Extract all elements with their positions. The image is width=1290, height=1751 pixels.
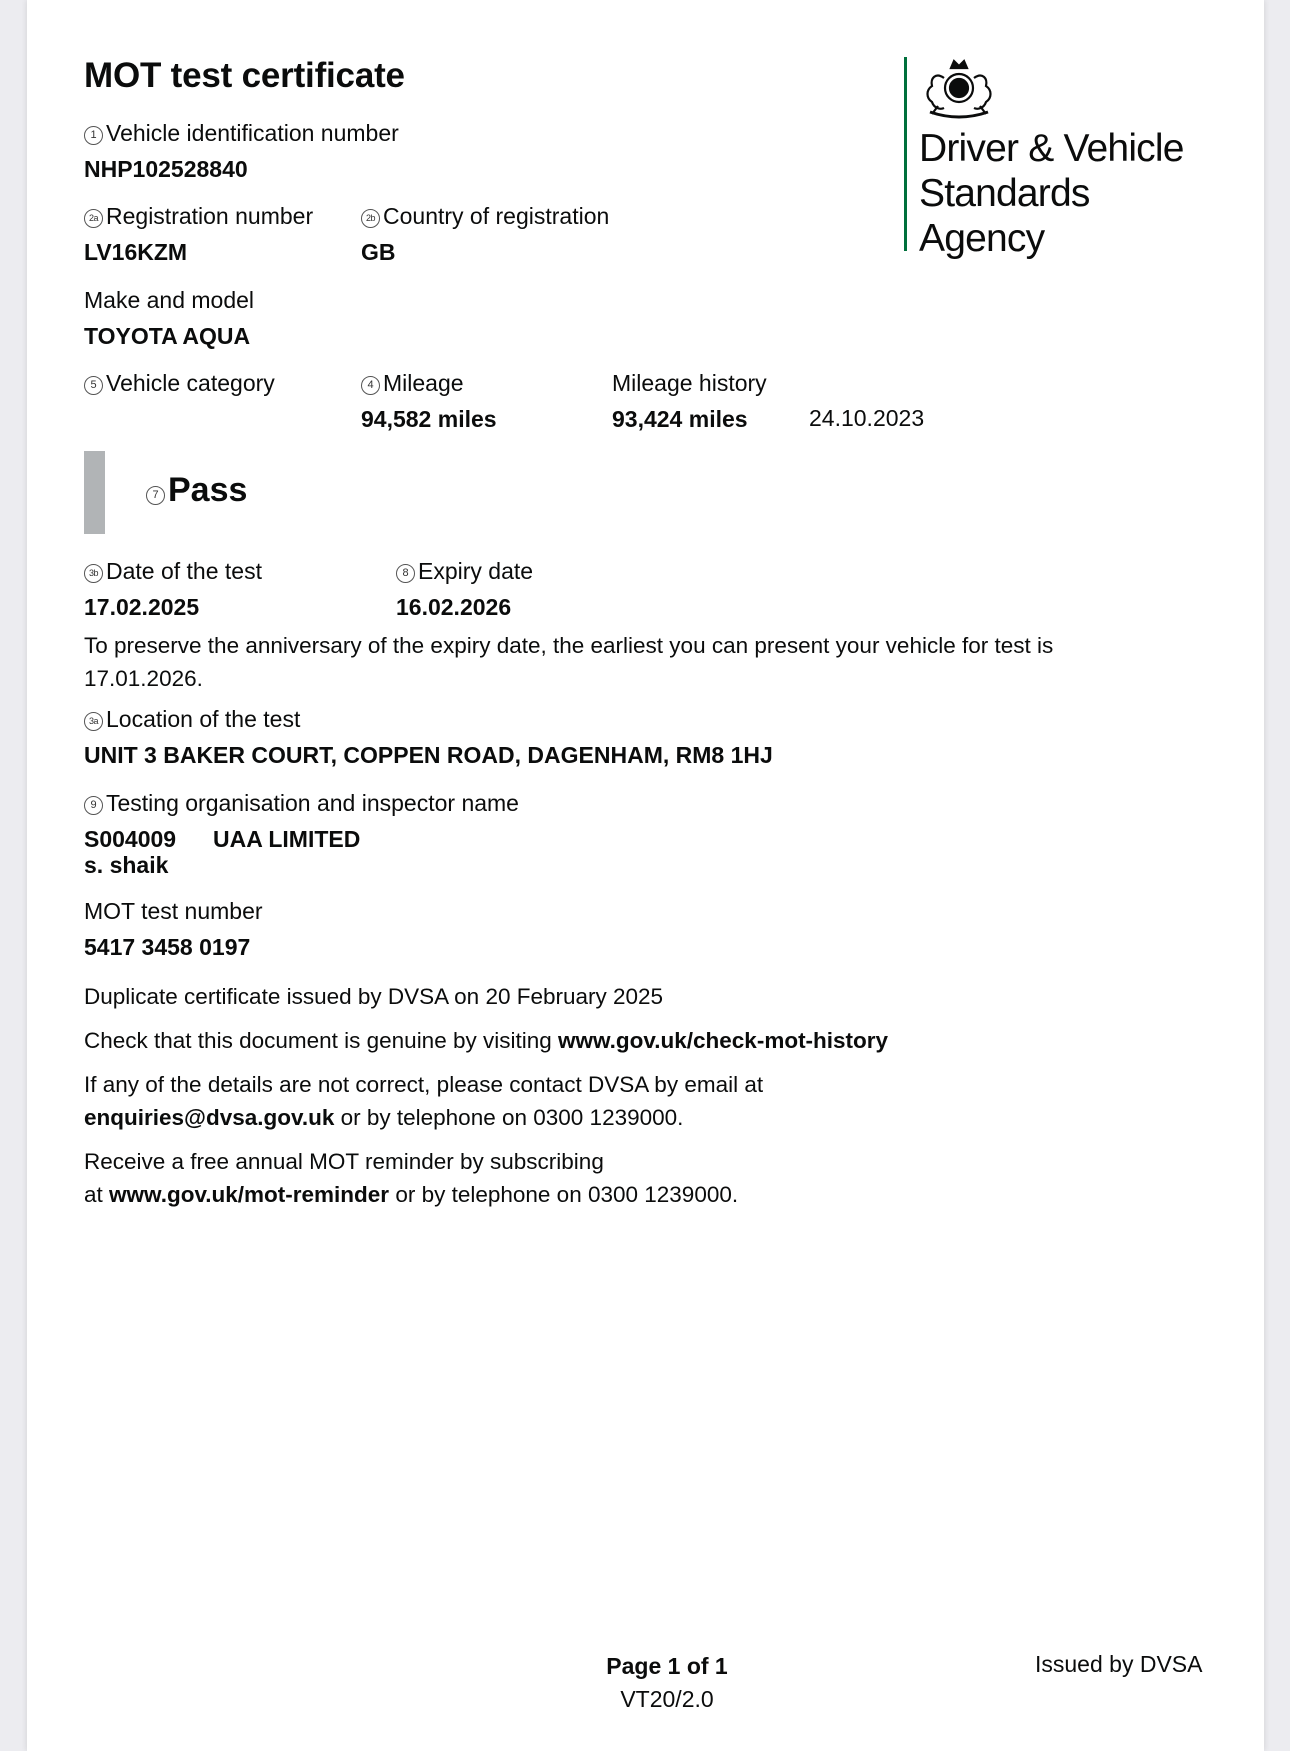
field-number-2a: 2a	[84, 209, 103, 228]
country-value: GB	[361, 239, 396, 265]
result	[146, 471, 247, 510]
contact-line-2	[84, 1101, 763, 1134]
mot-reminder-link[interactable]: www.gov.uk/mot-reminder	[109, 1182, 390, 1207]
registration-label	[84, 203, 313, 230]
result-value: Pass	[168, 471, 248, 509]
anniversary-note	[84, 629, 1053, 695]
check-mot-history-link[interactable]: www.gov.uk/check-mot-history	[558, 1028, 889, 1053]
location-value: UNIT 3 BAKER COURT, COPPEN ROAD, DAGENHAM, RM8 1HJ	[84, 742, 773, 768]
make-model-value: TOYOTA AQUA	[84, 323, 251, 349]
mileage-label-text: Mileage	[383, 370, 464, 396]
logo-rule	[904, 57, 907, 251]
organisation-label	[84, 790, 519, 817]
royal-crest-icon	[920, 56, 998, 120]
make-model-label: Make and model	[84, 287, 255, 313]
expiry-label	[396, 558, 533, 585]
inspector-name: s. shaik	[84, 852, 169, 878]
vin-label-text: Vehicle identification number	[106, 120, 399, 146]
reminder-line-1: Receive a free annual MOT reminder by subscribing	[84, 1149, 604, 1174]
mileage-value: 94,582 miles	[361, 406, 497, 432]
contact-line-1: If any of the details are not correct, please contact DVSA by email at	[84, 1072, 764, 1097]
mileage-history-value: 93,424 miles	[612, 406, 748, 432]
field-number-9: 9	[84, 796, 103, 815]
category-label	[84, 370, 275, 397]
vin-value: NHP102528840	[84, 156, 248, 182]
field-number-7: 7	[146, 486, 165, 505]
reminder-line-2	[84, 1178, 738, 1211]
test-number-label: MOT test number	[84, 898, 263, 924]
reminder-rest: or by telephone on 0300 1239000.	[389, 1182, 739, 1207]
field-number-3a: 3a	[84, 712, 103, 731]
field-number-4: 4	[361, 376, 380, 395]
registration-value: LV16KZM	[84, 239, 188, 265]
anniversary-line-2: 17.01.2026.	[84, 666, 203, 691]
page-title: MOT test certificate	[84, 56, 405, 95]
location-label	[84, 706, 300, 733]
issued-by: Issued by DVSA	[1035, 1651, 1203, 1677]
field-number-1: 1	[84, 126, 103, 145]
contact-note	[84, 1068, 763, 1134]
expiry-label-text: Expiry date	[418, 558, 534, 584]
vin-label	[84, 120, 399, 147]
mileage-history-date: 24.10.2023	[809, 405, 925, 431]
registration-label-text: Registration number	[106, 203, 314, 229]
mileage-history-label: Mileage history	[612, 370, 767, 396]
page-number: Page 1 of 1	[606, 1653, 728, 1679]
certificate-page	[27, 0, 1264, 1751]
organisation-name: UAA LIMITED	[213, 826, 361, 852]
location-label-text: Location of the test	[106, 706, 301, 732]
result-bar	[84, 451, 105, 534]
agency-name-line-3: Agency	[919, 217, 1045, 260]
duplicate-note: Duplicate certificate issued by DVSA on 20 February 2025	[84, 984, 664, 1009]
contact-rest: or by telephone on 0300 1239000.	[334, 1105, 684, 1130]
anniversary-line-1: To preserve the anniversary of the expiry date, the earliest you can present your vehicle for test is	[84, 633, 1054, 658]
reminder-note	[84, 1145, 738, 1211]
test-date-value: 17.02.2025	[84, 594, 200, 620]
agency-name-line-2: Standards	[919, 172, 1090, 215]
country-label-text: Country of registration	[383, 203, 610, 229]
test-date-label	[84, 558, 262, 585]
field-number-2b: 2b	[361, 209, 380, 228]
organisation-code: S004009	[84, 826, 177, 852]
field-number-8: 8	[396, 564, 415, 583]
contact-email-link[interactable]: enquiries@dvsa.gov.uk	[84, 1105, 335, 1130]
country-label	[361, 203, 609, 230]
field-number-5: 5	[84, 376, 103, 395]
test-date-label-text: Date of the test	[106, 558, 262, 584]
expiry-value: 16.02.2026	[396, 594, 512, 620]
category-label-text: Vehicle category	[106, 370, 275, 396]
agency-name-line-1: Driver & Vehicle	[919, 127, 1184, 170]
reminder-pre: at	[84, 1182, 110, 1207]
mileage-label	[361, 370, 464, 397]
check-note	[84, 1024, 888, 1057]
check-text: Check that this document is genuine by visiting	[84, 1028, 559, 1053]
page-footer	[487, 1650, 847, 1716]
agency-name	[919, 126, 1249, 261]
test-number-value: 5417 3458 0197	[84, 934, 251, 960]
field-number-3b: 3b	[84, 564, 103, 583]
form-code: VT20/2.0	[620, 1686, 714, 1712]
organisation-label-text: Testing organisation and inspector name	[106, 790, 519, 816]
